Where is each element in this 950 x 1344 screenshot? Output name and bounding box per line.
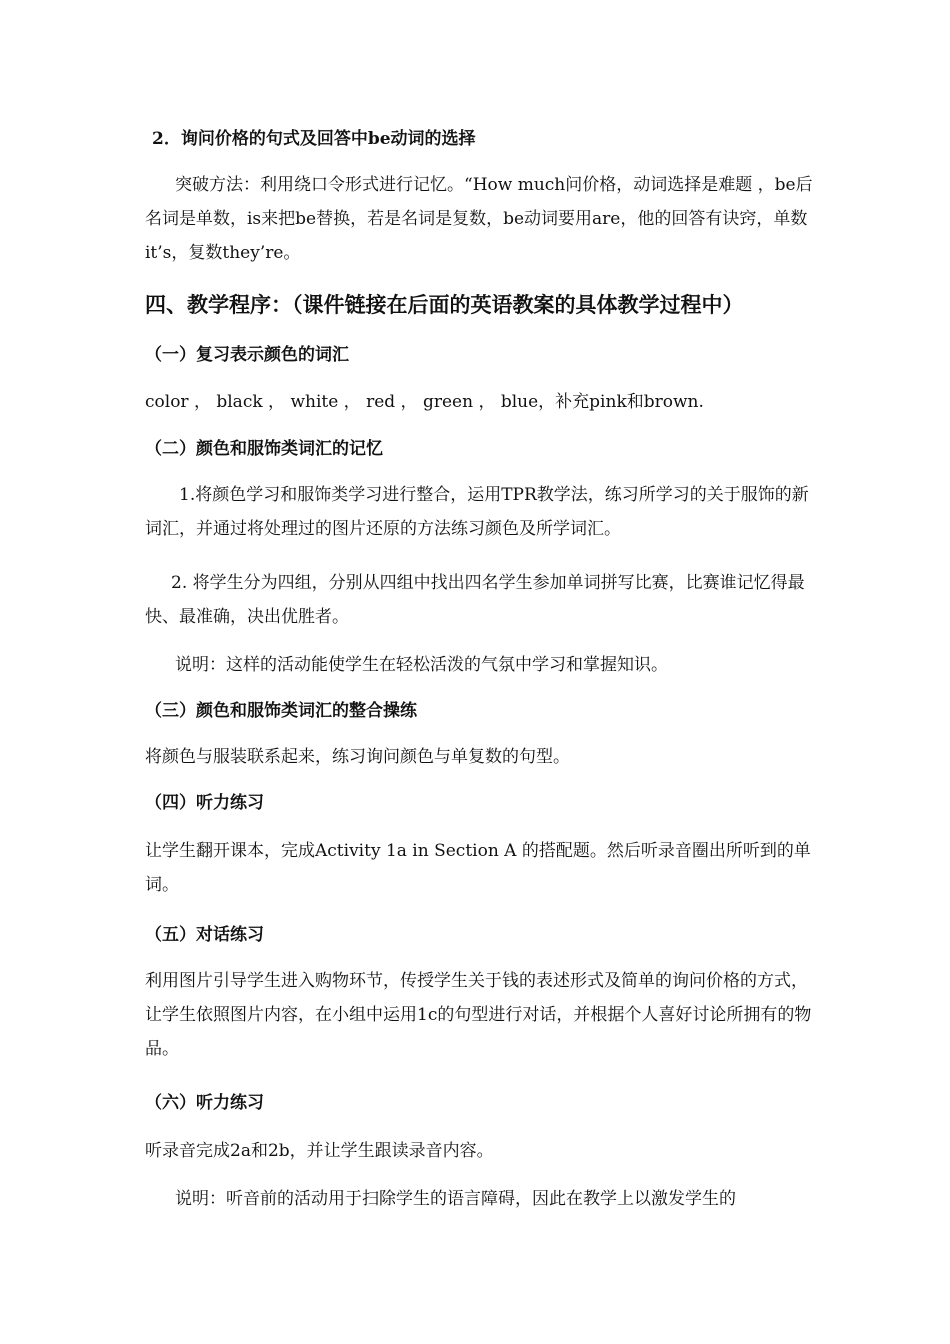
sub3-heading: （三）颜色和服饰类词汇的整合操练 bbox=[145, 701, 417, 721]
sub2-item2: 2. 将学生分为四组，分别从四组中找出四名学生参加单词拼写比赛，比赛谁记忆得最快、最准确，决出优胜者。 bbox=[145, 573, 805, 627]
sub4-heading: （四）听力练习 bbox=[145, 793, 264, 813]
sub6-paragraph: 听录音完成2a和2b，并让学生跟读录音内容。 bbox=[145, 1141, 494, 1161]
colors-paragraph: color ， black ， white ， red ， green ， blue，补充pink和brown. bbox=[145, 392, 704, 412]
sub5-heading: （五）对话练习 bbox=[145, 925, 264, 945]
sub6-heading: （六）听力练习 bbox=[145, 1093, 264, 1113]
section4-heading: 四、教学程序：（课件链接在后面的英语教案的具体教学过程中） bbox=[145, 292, 744, 317]
sub2-heading: （二）颜色和服饰类词汇的记忆 bbox=[145, 439, 383, 459]
sub2-note: 说明：这样的活动能使学生在轻松活泼的气氛中学习和掌握知识。 bbox=[175, 655, 668, 675]
sub4-paragraph: 让学生翻开课本，完成Activity 1a in Section A 的搭配题。然后听录音圈出所听到的单词。 bbox=[145, 841, 811, 895]
sub6-note: 说明：听音前的活动用于扫除学生的语言障碍，因此在教学上以激发学生的 bbox=[175, 1189, 736, 1209]
sub2-item1: 1.将颜色学习和服饰类学习进行整合，运用TPR教学法，练习所学习的关于服饰的新词汇，并通过将处理过的图片还原的方法练习颜色及所学词汇。 bbox=[145, 485, 809, 539]
sub1-heading: （一）复习表示颜色的词汇 bbox=[145, 345, 349, 365]
sub5-paragraph: 利用图片引导学生进入购物环节，传授学生关于钱的表述形式及简单的询问价格的方式，让学生依照图片内容，在小组中运用1c的句型进行对话，并根据个人喜好讨论所拥有的物品。 bbox=[145, 971, 812, 1059]
sub3-paragraph: 将颜色与服装联系起来，练习询问颜色与单复数的句型。 bbox=[145, 747, 570, 767]
item2-title: 2．询问价格的句式及回答中be动词的选择 bbox=[152, 129, 476, 149]
method-paragraph: 突破方法：利用绕口令形式进行记忆。“How much问价格，动词选择是难题 ，be后名词是单数，is来把be替换，若是名词是复数，be动词要用are，他的回答有诀窍，单数it’s，复数they’re。 bbox=[145, 175, 813, 263]
